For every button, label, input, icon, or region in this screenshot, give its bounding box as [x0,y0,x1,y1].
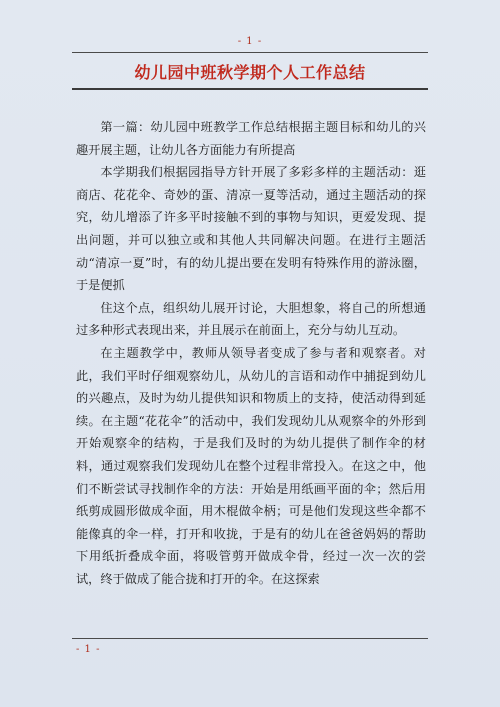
title-rule [72,88,428,90]
document-title: 幼儿园中班秋学期个人工作总结 [134,63,366,82]
paragraph: 第一篇：幼儿园中班教学工作总结根据主题目标和幼儿的兴趣开展主题，让幼儿各方面能力有所提高 [76,120,426,157]
paragraph: 住这个点，组织幼儿展开讨论，大胆想象，将自己的所想通过多种形式表现出来，并且展示在前面上，充分与幼儿互动。 [76,300,426,338]
footer-rule [72,638,428,639]
header-page-number: - 1 - [237,36,263,47]
header-rule [72,52,428,53]
paragraph: 本学期我们根据园指导方针开展了多彩多样的主题活动：逛商店、花花伞、奇妙的蛋、清凉一夏等活动，通过主题活动的探究，幼儿增添了许多平时接触不到的事物与知识，更爱发现、提出问题，并可以独立或和其他人共同解决问题。在进行主题活动“清凉一夏”时，有的幼儿提出要在发明有特殊作用的游泳圈，于是便抓 [76,165,426,293]
document-body [76,116,426,590]
paragraph: 在主题教学中，教师从领导者变成了参与者和观察者。对此，我们平时仔细观察幼儿，从幼儿的言语和动作中捕捉到幼儿的兴趣点，及时为幼儿提供知识和物质上的支持，使活动得到延续。在主题“花花伞”的活动中，我们发现幼儿从观察伞的外形到开始观察伞的结构，于是我们及时的为幼儿提供了制作伞的材料，通过观察我们发现幼儿在整个过程非常投入。在这之中，他们不断尝试寻找制作伞的方法：开始是用纸画平面的伞；然后用纸剪成圆形做成伞面，用木棍做伞柄；可是他们发现这些伞都不能像真的伞一样，打开和收拢，于是有的幼儿在爸爸妈妈的帮助下用纸折叠成伞面，将吸管剪开做成伞骨，经过一次一次的尝试，终于做成了能合拢和打开的伞。在这探索 [76,345,426,586]
footer-page-number: - 1 - [76,644,101,655]
